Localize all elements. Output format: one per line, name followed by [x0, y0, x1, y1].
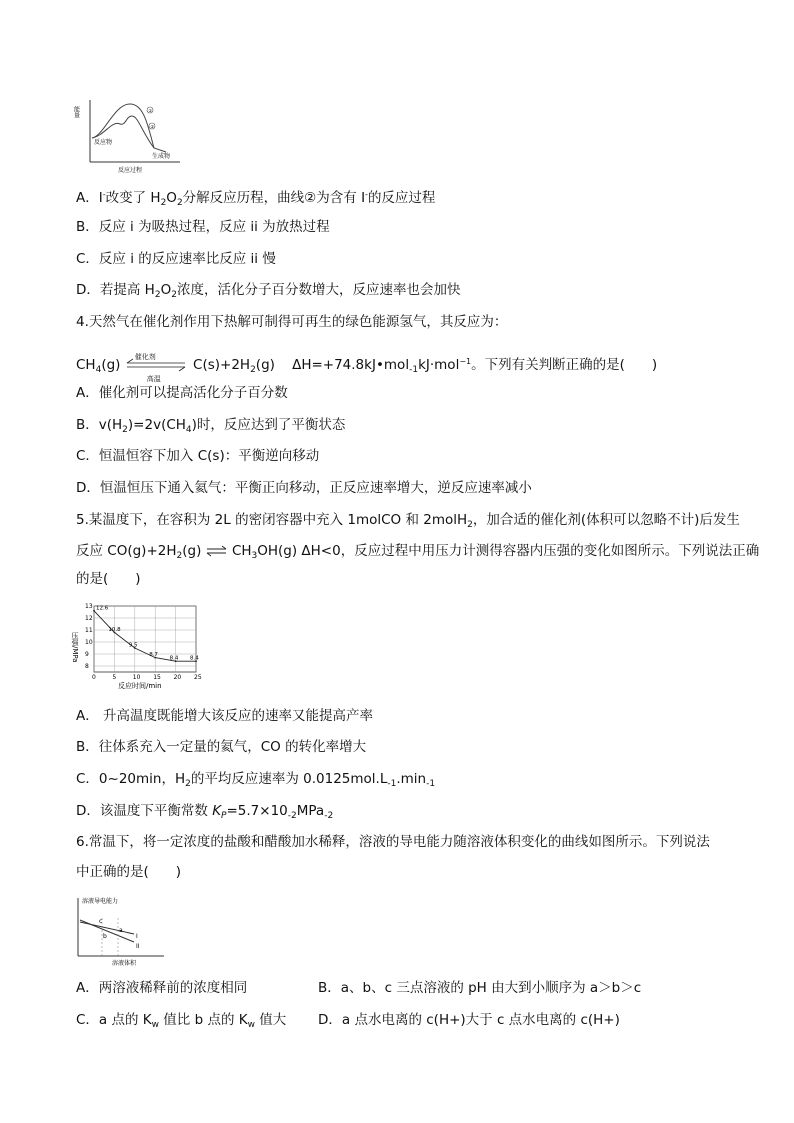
- pressure-line: [94, 611, 196, 661]
- pressure-chart: [72, 602, 202, 690]
- q4-option-d: D．恒温恒压下通入氦气：平衡正向移动，正反应速率增大，逆反应速率减小: [76, 480, 532, 496]
- curve-II: [80, 922, 134, 934]
- curve-2: [92, 116, 166, 152]
- data-label: 10.8: [108, 626, 121, 633]
- data-label: 12.6: [96, 605, 109, 612]
- q3-option-c: C．反应 i 的反应速率比反应 ii 慢: [76, 251, 276, 267]
- reactant-label: 反应物: [94, 139, 113, 146]
- point-c: c: [99, 918, 103, 925]
- y-tick-label: 9: [85, 651, 89, 658]
- q4-equation: $CH_4(g)$ 催化剂 高温 $C(s)+2H_2(g)$ ΔH=+74.8kJ•mol$_{-1}$kJ·mol$^{-1}$。下列有关判断正确的是( ): [76, 353, 658, 383]
- q4-option-b: B．$v(H_2)=2v(CH_4)$时，反应达到了平衡状态: [76, 417, 346, 435]
- label-II: II: [136, 943, 140, 950]
- q6-option-c: C．a 点的 $K_w$ 值比 b 点的 $K_w$ 值大: [76, 1012, 287, 1030]
- energy-axis-label: 能量: [72, 106, 80, 118]
- x-tick-label: 5: [112, 674, 117, 681]
- y-tick-label: 8: [85, 663, 89, 670]
- curve2-label: ②: [150, 124, 155, 129]
- x-tick-label: 20: [173, 674, 182, 681]
- data-label: 9.5: [128, 642, 138, 649]
- curve1-label: ①: [148, 108, 153, 113]
- q6-option-d: D．a 点水电离的 c(H+)大于 c 点水电离的 c(H+): [318, 1012, 620, 1028]
- x-tick-label: 10: [132, 674, 141, 681]
- chart-xlabel: 反应时间/min: [118, 682, 162, 690]
- y-tick-label: 12: [85, 615, 93, 622]
- q5-stem-line1: 5.某温度下，在容积为 2L 的密闭容器中充入 1molCO 和 2molH$_2$，加合适的催化剂(体积可以忽略不计)后发生: [76, 512, 740, 530]
- q4-stem: 4.天然气在催化剂作用下热解可制得可再生的绿色能源氢气，其反应为：: [76, 314, 508, 330]
- q4-option-a: A．催化剂可以提高活化分子百分数: [76, 385, 288, 401]
- point-b: b: [103, 933, 107, 940]
- x-tick-label: 25: [194, 674, 202, 681]
- q5-stem-line3: 的是( ): [76, 571, 141, 587]
- q3-option-d: D．若提高 $H_2O_2$浓度，活化分子百分数增大，反应速率也会加快: [76, 282, 461, 300]
- q3-option-a: A．I-改变了 $H_2O_2$分解反应历程，曲线②为含有 I-的反应过程: [76, 190, 436, 208]
- y-tick-label: 11: [85, 627, 93, 634]
- energy-diagram: [74, 96, 184, 178]
- q6-stem-line1: 6.常温下，将一定浓度的盐酸和醋酸加水稀释，溶液的导电能力随溶液体积变化的曲线如图所示。下列说法: [76, 834, 710, 850]
- conductivity-chart: [72, 894, 168, 968]
- plot-frame: [94, 606, 196, 672]
- data-label: 8.7: [149, 652, 158, 659]
- x-tick-label: 0: [92, 674, 96, 681]
- point-a: a: [119, 927, 123, 934]
- conductivity-ylabel: 溶液导电能力: [82, 898, 119, 905]
- process-axis-label: 反应过程: [118, 167, 143, 174]
- q6-option-a: A．两溶液稀释前的浓度相同: [76, 980, 248, 996]
- q5-option-d: D．该温度下平衡常数 $K_P=5.7\times 10_{-2}MPa_{-2}$: [76, 803, 334, 821]
- q3-option-b: B．反应 i 为吸热过程，反应 ii 为放热过程: [76, 219, 330, 235]
- y-tick-label: 13: [85, 603, 93, 610]
- data-point: [93, 610, 95, 612]
- q5-option-b: B．往体系充入一定量的氦气，CO 的转化率增大: [76, 739, 367, 755]
- chart-ylabel: 压强/MPa: [71, 632, 79, 663]
- reversible-arrow: 催化剂 高温: [125, 355, 189, 375]
- label-I: I: [136, 933, 138, 940]
- data-label: 8.4: [169, 655, 179, 662]
- equilibrium-arrow: [206, 545, 228, 557]
- q5-option-c: C．0~20min，$H_2$的平均反应速率为 $0.0125mol.L_{-1}.\min_{-1}$: [76, 771, 436, 789]
- y-tick-label: 10: [85, 639, 93, 646]
- product-label: 生成物: [152, 153, 171, 160]
- q5-stem-line2: 反应 $CO(g)+2H_2(g)$ $CH_3OH(g)$ ΔH<0，反应过程中用压力计测得容器内压强的变化如图所示。下列说法正确: [76, 543, 760, 561]
- q5-option-a: A． 升高温度既能增大该反应的速率又能提高产率: [76, 708, 374, 724]
- volume-xlabel: 溶液体积: [112, 960, 137, 967]
- q6-stem-line2: 中正确的是( ): [76, 864, 182, 880]
- x-tick-label: 15: [153, 674, 161, 681]
- q6-option-b: B．a、b、c 三点溶液的 pH 由大到小顺序为 a＞b＞c: [318, 980, 642, 996]
- q4-option-c: C．恒温恒容下加入 C(s)：平衡逆向移动: [76, 448, 320, 464]
- data-label: 8.4: [190, 655, 199, 662]
